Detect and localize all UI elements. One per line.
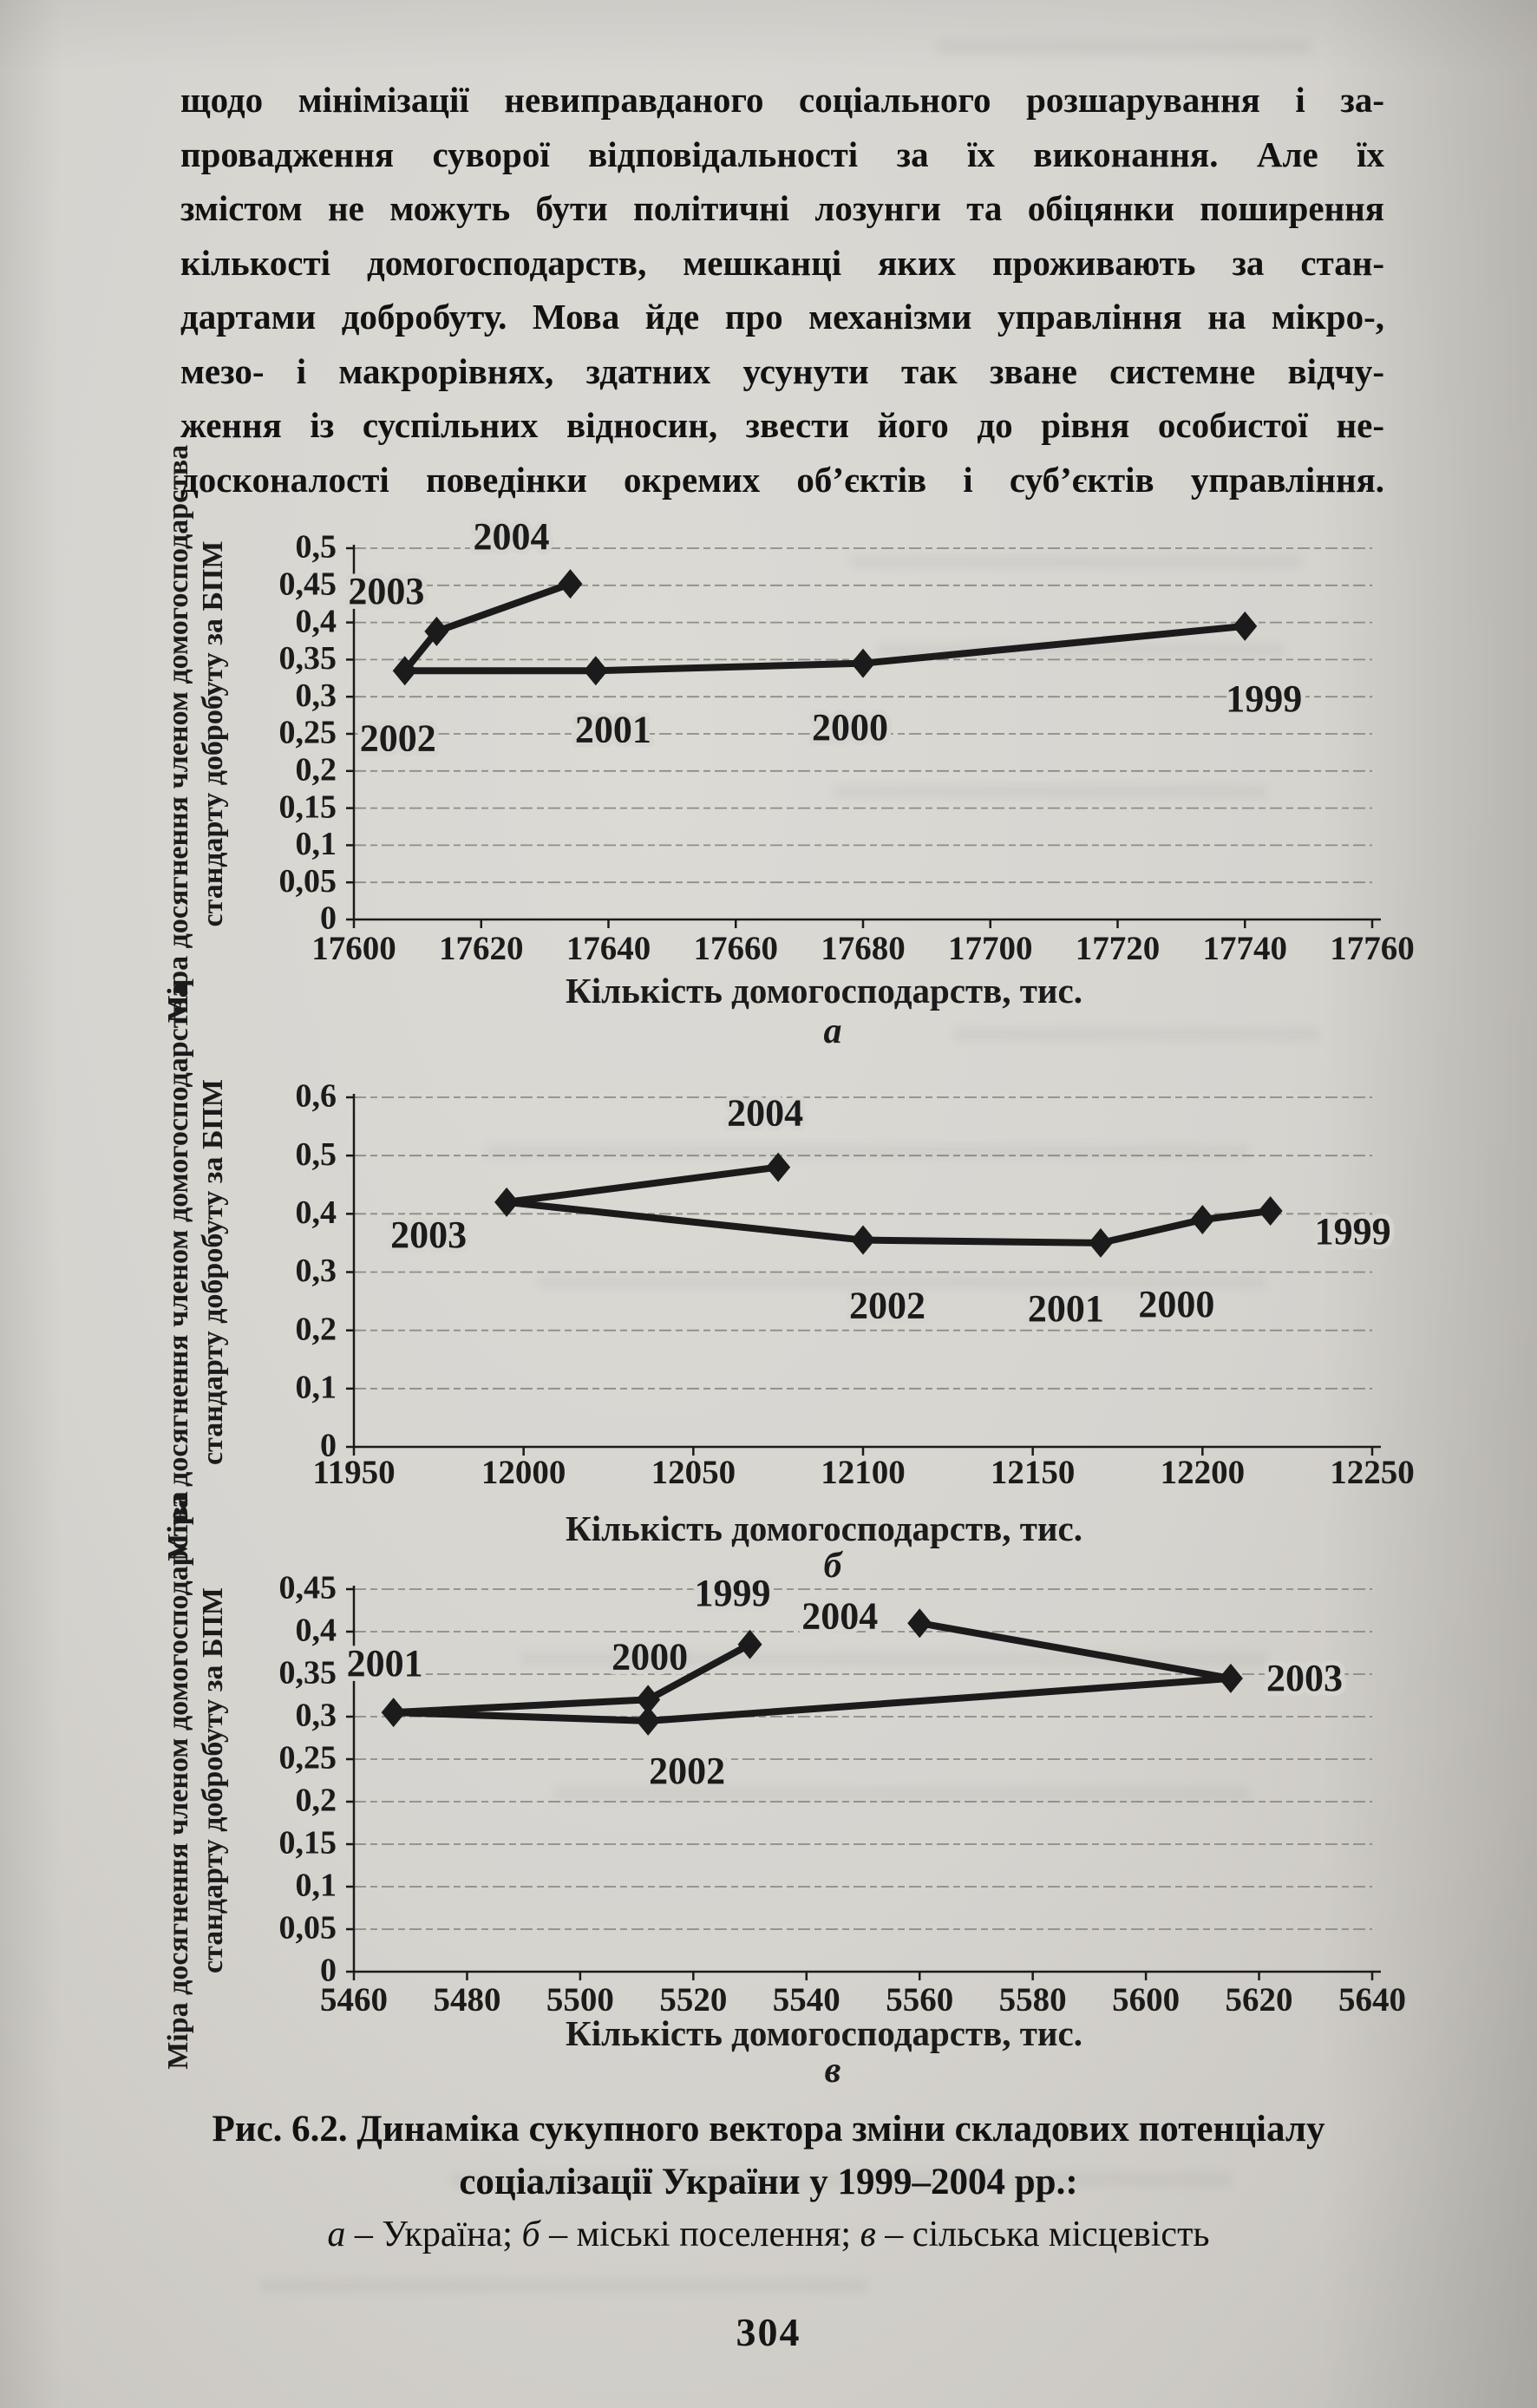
y-tick-label: 0,3 xyxy=(295,1697,337,1734)
data-point-2001 xyxy=(382,1698,406,1727)
paragraph-line: щодо мінімізації невиправданого соціального розшарування і за- xyxy=(180,80,1384,120)
bleedthrough-artifact xyxy=(876,644,1284,657)
data-point-2001 xyxy=(584,656,608,685)
region-letter: в xyxy=(824,2051,841,2091)
year-label-2004: 2004 xyxy=(727,1091,804,1135)
paragraph-line: досконалості поведінки окремих об’єктів і суб’єктів управління. xyxy=(180,459,1384,500)
y-tick-label: 0,45 xyxy=(278,1569,337,1606)
bleedthrough-artifact xyxy=(486,1145,1249,1158)
year-label-2000: 2000 xyxy=(812,705,888,749)
year-label-2002: 2002 xyxy=(849,1284,925,1327)
x-tick-label: 17680 xyxy=(821,930,906,967)
bleedthrough-artifact xyxy=(520,1652,1266,1665)
data-point-2001 xyxy=(1089,1228,1113,1258)
x-tick-label: 5460 xyxy=(320,1981,388,2019)
year-label-2000: 2000 xyxy=(1138,1283,1215,1326)
bleedthrough-artifact xyxy=(954,1028,1318,1041)
data-point-2002 xyxy=(636,1706,660,1736)
bleedthrough-artifact xyxy=(555,1787,1249,1800)
y-axis-title: Міра досягнення членом домогосподарства xyxy=(162,983,194,1561)
year-label-2003: 2003 xyxy=(1266,1656,1343,1699)
x-tick-label: 12100 xyxy=(821,1454,906,1491)
y-tick-label: 0,2 xyxy=(295,1782,337,1819)
bleedthrough-artifact xyxy=(538,1275,1266,1288)
y-tick-label: 0,25 xyxy=(278,1739,337,1777)
x-tick-label: 12250 xyxy=(1330,1454,1415,1491)
y-tick-label: 0,4 xyxy=(295,1194,337,1232)
y-tick-label: 0,1 xyxy=(295,1369,337,1406)
x-tick-label: 5620 xyxy=(1225,1981,1293,2019)
legend-text: – Україна; xyxy=(345,2215,522,2254)
y-tick-label: 0,1 xyxy=(295,1867,337,1904)
y-tick-label: 0,35 xyxy=(278,640,337,677)
year-label-2000: 2000 xyxy=(612,1635,689,1678)
region-letter: б xyxy=(823,1546,842,1586)
x-tick-label: 17700 xyxy=(948,930,1033,967)
y-tick-label: 0 xyxy=(320,900,337,937)
year-label-2003: 2003 xyxy=(390,1213,468,1256)
y-axis-title: Міра досягнення членом домогосподарства xyxy=(162,1491,194,2070)
x-axis-title: Кількість домогосподарств, тис. xyxy=(566,971,1082,1011)
data-point-2004 xyxy=(907,1608,932,1638)
bleedthrough-artifact xyxy=(451,2173,1232,2186)
y-axis-title: Міра досягнення членом домогосподарства xyxy=(162,444,194,1024)
data-point-2004 xyxy=(558,569,582,599)
data-point-2000 xyxy=(1190,1205,1214,1234)
year-label-2002: 2002 xyxy=(649,1749,726,1792)
y-tick-label: 0,25 xyxy=(278,714,337,751)
paragraph-line: провадження суворої відповідальності за їх виконання. Але їх xyxy=(180,134,1384,174)
year-label-2001: 2001 xyxy=(1027,1287,1104,1331)
x-tick-label: 17720 xyxy=(1075,930,1161,967)
paragraph-line: мезо- і макрорівнях, здатних усунути так зване системне відчу- xyxy=(180,350,1384,391)
x-tick-label: 17640 xyxy=(566,930,651,967)
legend-letter-v: в xyxy=(860,2215,876,2254)
data-point-2003 xyxy=(1219,1664,1243,1693)
y-tick-label: 0,5 xyxy=(295,528,337,566)
bleedthrough-artifact xyxy=(833,785,1266,798)
x-axis-title: Кількість домогосподарств, тис. xyxy=(566,2013,1082,2053)
x-tick-label: 5520 xyxy=(659,1981,728,2019)
region-letter: а xyxy=(823,1011,842,1051)
bleedthrough-artifact xyxy=(850,555,1301,568)
data-point-1999 xyxy=(1233,612,1257,641)
x-tick-label: 5600 xyxy=(1112,1981,1181,2019)
figure-caption-line1 xyxy=(118,2103,1419,2156)
year-label-2002: 2002 xyxy=(359,717,436,760)
y-axis-title: стандарту добробуту за БПМ xyxy=(197,1079,229,1465)
data-point-2000 xyxy=(851,649,875,678)
y-tick-label: 0,1 xyxy=(295,826,337,863)
y-tick-label: 0 xyxy=(320,1427,337,1464)
y-axis-title: стандарту добробуту за БПМ xyxy=(197,540,229,927)
y-tick-label: 0,2 xyxy=(295,1311,337,1348)
year-label-1999: 1999 xyxy=(694,1571,771,1614)
year-label-2004: 2004 xyxy=(801,1594,879,1638)
x-tick-label: 12050 xyxy=(651,1454,736,1491)
chart-c-rural xyxy=(130,1491,1483,2117)
y-tick-label: 0,5 xyxy=(295,1135,337,1173)
data-point-2002 xyxy=(851,1226,875,1255)
data-point-2003 xyxy=(494,1188,519,1217)
year-label-2001: 2001 xyxy=(574,708,651,751)
data-line xyxy=(507,1168,1271,1243)
y-tick-label: 0,35 xyxy=(278,1654,337,1691)
y-tick-label: 0,15 xyxy=(278,788,337,826)
data-line xyxy=(394,1623,1231,1721)
data-point-1999 xyxy=(1259,1196,1283,1226)
figure-caption-legend xyxy=(118,2208,1419,2261)
x-tick-label: 17620 xyxy=(439,930,524,967)
x-tick-label: 12200 xyxy=(1160,1454,1246,1491)
legend-letter-a: а xyxy=(327,2215,346,2254)
year-label-2003: 2003 xyxy=(348,569,425,612)
legend-text: – сільська місцевість xyxy=(875,2215,1210,2254)
y-tick-label: 0,05 xyxy=(278,862,337,900)
y-tick-label: 0,05 xyxy=(278,1909,337,1947)
y-tick-label: 0,2 xyxy=(295,751,337,788)
x-tick-label: 17660 xyxy=(693,930,778,967)
x-tick-label: 17760 xyxy=(1330,930,1415,967)
figure-number: Рис. 6.2. xyxy=(212,2109,348,2150)
bleedthrough-artifact xyxy=(260,2280,867,2292)
y-tick-label: 0,3 xyxy=(295,677,337,714)
x-tick-label: 12150 xyxy=(990,1454,1076,1491)
legend-text: – міські поселення; xyxy=(540,2215,860,2254)
y-tick-label: 0 xyxy=(320,1952,337,1989)
y-tick-label: 0,45 xyxy=(278,566,337,603)
figure-caption-line2: соціалізації України у 1999–2004 рр.: xyxy=(459,2162,1078,2202)
bleedthrough-artifact xyxy=(937,40,1310,54)
x-axis-title: Кількість домогосподарств, тис. xyxy=(566,1508,1082,1548)
x-tick-label: 12000 xyxy=(481,1454,566,1491)
x-tick-label: 11950 xyxy=(312,1454,396,1491)
x-tick-label: 17600 xyxy=(311,930,396,967)
paragraph-line: дартами добробуту. Мова йде про механізми управління на мікро-, xyxy=(180,297,1384,337)
y-tick-label: 0,6 xyxy=(295,1077,337,1115)
y-tick-label: 0,15 xyxy=(278,1824,337,1862)
x-tick-label: 5580 xyxy=(998,1981,1067,2019)
x-tick-label: 5500 xyxy=(546,1981,614,2019)
legend-letter-b: б xyxy=(521,2215,540,2254)
year-label-1999: 1999 xyxy=(1314,1210,1391,1253)
page-number: 304 xyxy=(736,2310,801,2354)
year-label-2001: 2001 xyxy=(346,1642,423,1685)
x-tick-label: 5640 xyxy=(1338,1981,1406,2019)
year-label-1999: 1999 xyxy=(1226,677,1303,720)
x-tick-label: 5480 xyxy=(433,1981,501,2019)
paragraph-line: ження із суспільних відносин, звести його до рівня особистої не- xyxy=(180,405,1384,445)
x-tick-label: 5540 xyxy=(772,1981,840,2019)
y-axis-title: стандарту добробуту за БПМ xyxy=(197,1587,229,1973)
y-tick-label: 0,4 xyxy=(295,603,337,640)
body-paragraph xyxy=(180,73,1384,507)
paragraph-line: змістом не можуть бути політичні лозунги та обіцянки поширення xyxy=(180,188,1384,228)
paragraph-line: кількості домогосподарств, мешканці яких проживають за стан- xyxy=(180,242,1384,283)
figure-title: Динаміка сукупного вектора зміни складових потенціалу xyxy=(347,2109,1325,2150)
y-tick-label: 0,3 xyxy=(295,1253,337,1290)
x-tick-label: 17740 xyxy=(1202,930,1287,967)
chart-b-urban xyxy=(130,983,1483,1620)
x-tick-label: 5560 xyxy=(886,1981,954,2019)
y-tick-label: 0,4 xyxy=(295,1612,337,1649)
data-line xyxy=(405,584,1246,671)
year-label-2004: 2004 xyxy=(473,515,550,559)
